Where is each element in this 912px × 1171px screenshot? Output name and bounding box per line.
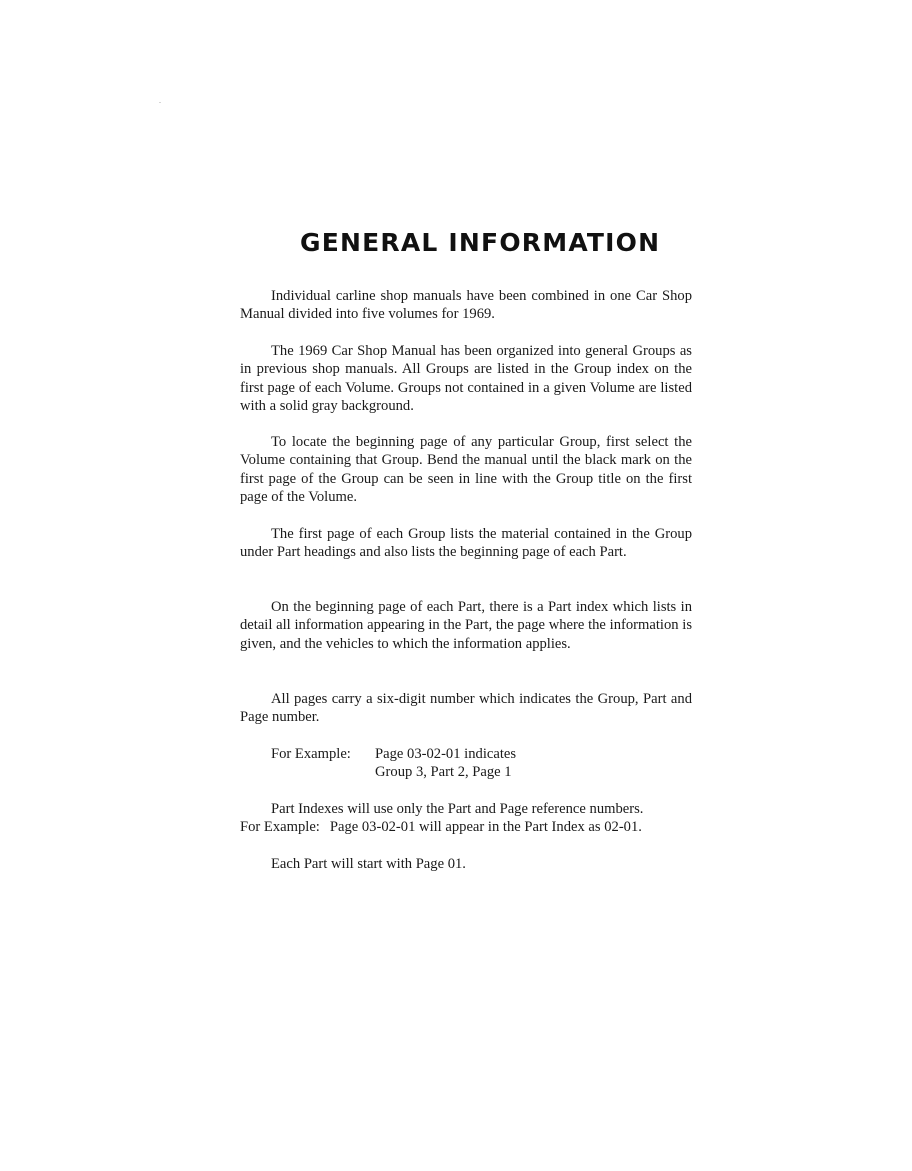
- paragraph-text: Each Part will start with Page 01.: [271, 856, 466, 872]
- example-line-2: Group 3, Part 2, Page 1: [375, 764, 512, 781]
- paragraph-4: [240, 525, 692, 562]
- example-row: [240, 745, 692, 782]
- paragraph-text: The 1969 Car Shop Manual has been organized into general Groups as in previous shop manuals. All Groups are listed in the Group index on the first page of each Volume. Groups not contained in a given Volume are listed with a solid gray background.: [240, 343, 692, 414]
- part-index-note: [240, 800, 692, 837]
- paragraph-3: [240, 433, 692, 506]
- paragraph-text: To locate the beginning page of any particular Group, first select the Volume containing that Group. Bend the manual until the black mark on the first page of the Group can be seen in line with the Group title on the first page of the Volume.: [240, 434, 692, 505]
- part-index-note-detail: Page 03-02-01 will appear in the Part Index as 02-01.: [329, 819, 642, 836]
- example-label: For Example:: [271, 746, 351, 762]
- example-line-1: Page 03-02-01 indicates: [375, 746, 517, 762]
- paragraph-2: [240, 342, 692, 415]
- example-block: [240, 745, 692, 782]
- part-index-note-line-1: Part Indexes will use only the Part and Page reference numbers.: [271, 801, 644, 817]
- paragraph-text: The first page of each Group lists the material contained in the Group under Part headings and also lists the beginning page of each Part.: [240, 526, 692, 561]
- paragraph-5: [240, 598, 692, 653]
- closing-paragraph: [240, 855, 692, 873]
- page-title: GENERAL INFORMATION: [300, 228, 661, 257]
- paragraph-6: [240, 690, 692, 727]
- paragraph-text: All pages carry a six-digit number which indicates the Group, Part and Page number.: [240, 691, 692, 726]
- example-detail: [375, 745, 516, 782]
- part-index-note-line-2: [240, 818, 692, 836]
- part-index-note-label: For Example:: [240, 819, 320, 836]
- scan-speck: [159, 102, 161, 103]
- paragraph-text: On the beginning page of each Part, there is a Part index which lists in detail all information appearing in the Part, the page where the information is given, and the vehicles to which the information applies.: [240, 599, 692, 652]
- paragraph-text: Individual carline shop manuals have been combined in one Car Shop Manual divided into five volumes for 1969.: [240, 288, 692, 323]
- paragraph-1: [240, 287, 692, 324]
- part-index-note-body: [240, 800, 692, 837]
